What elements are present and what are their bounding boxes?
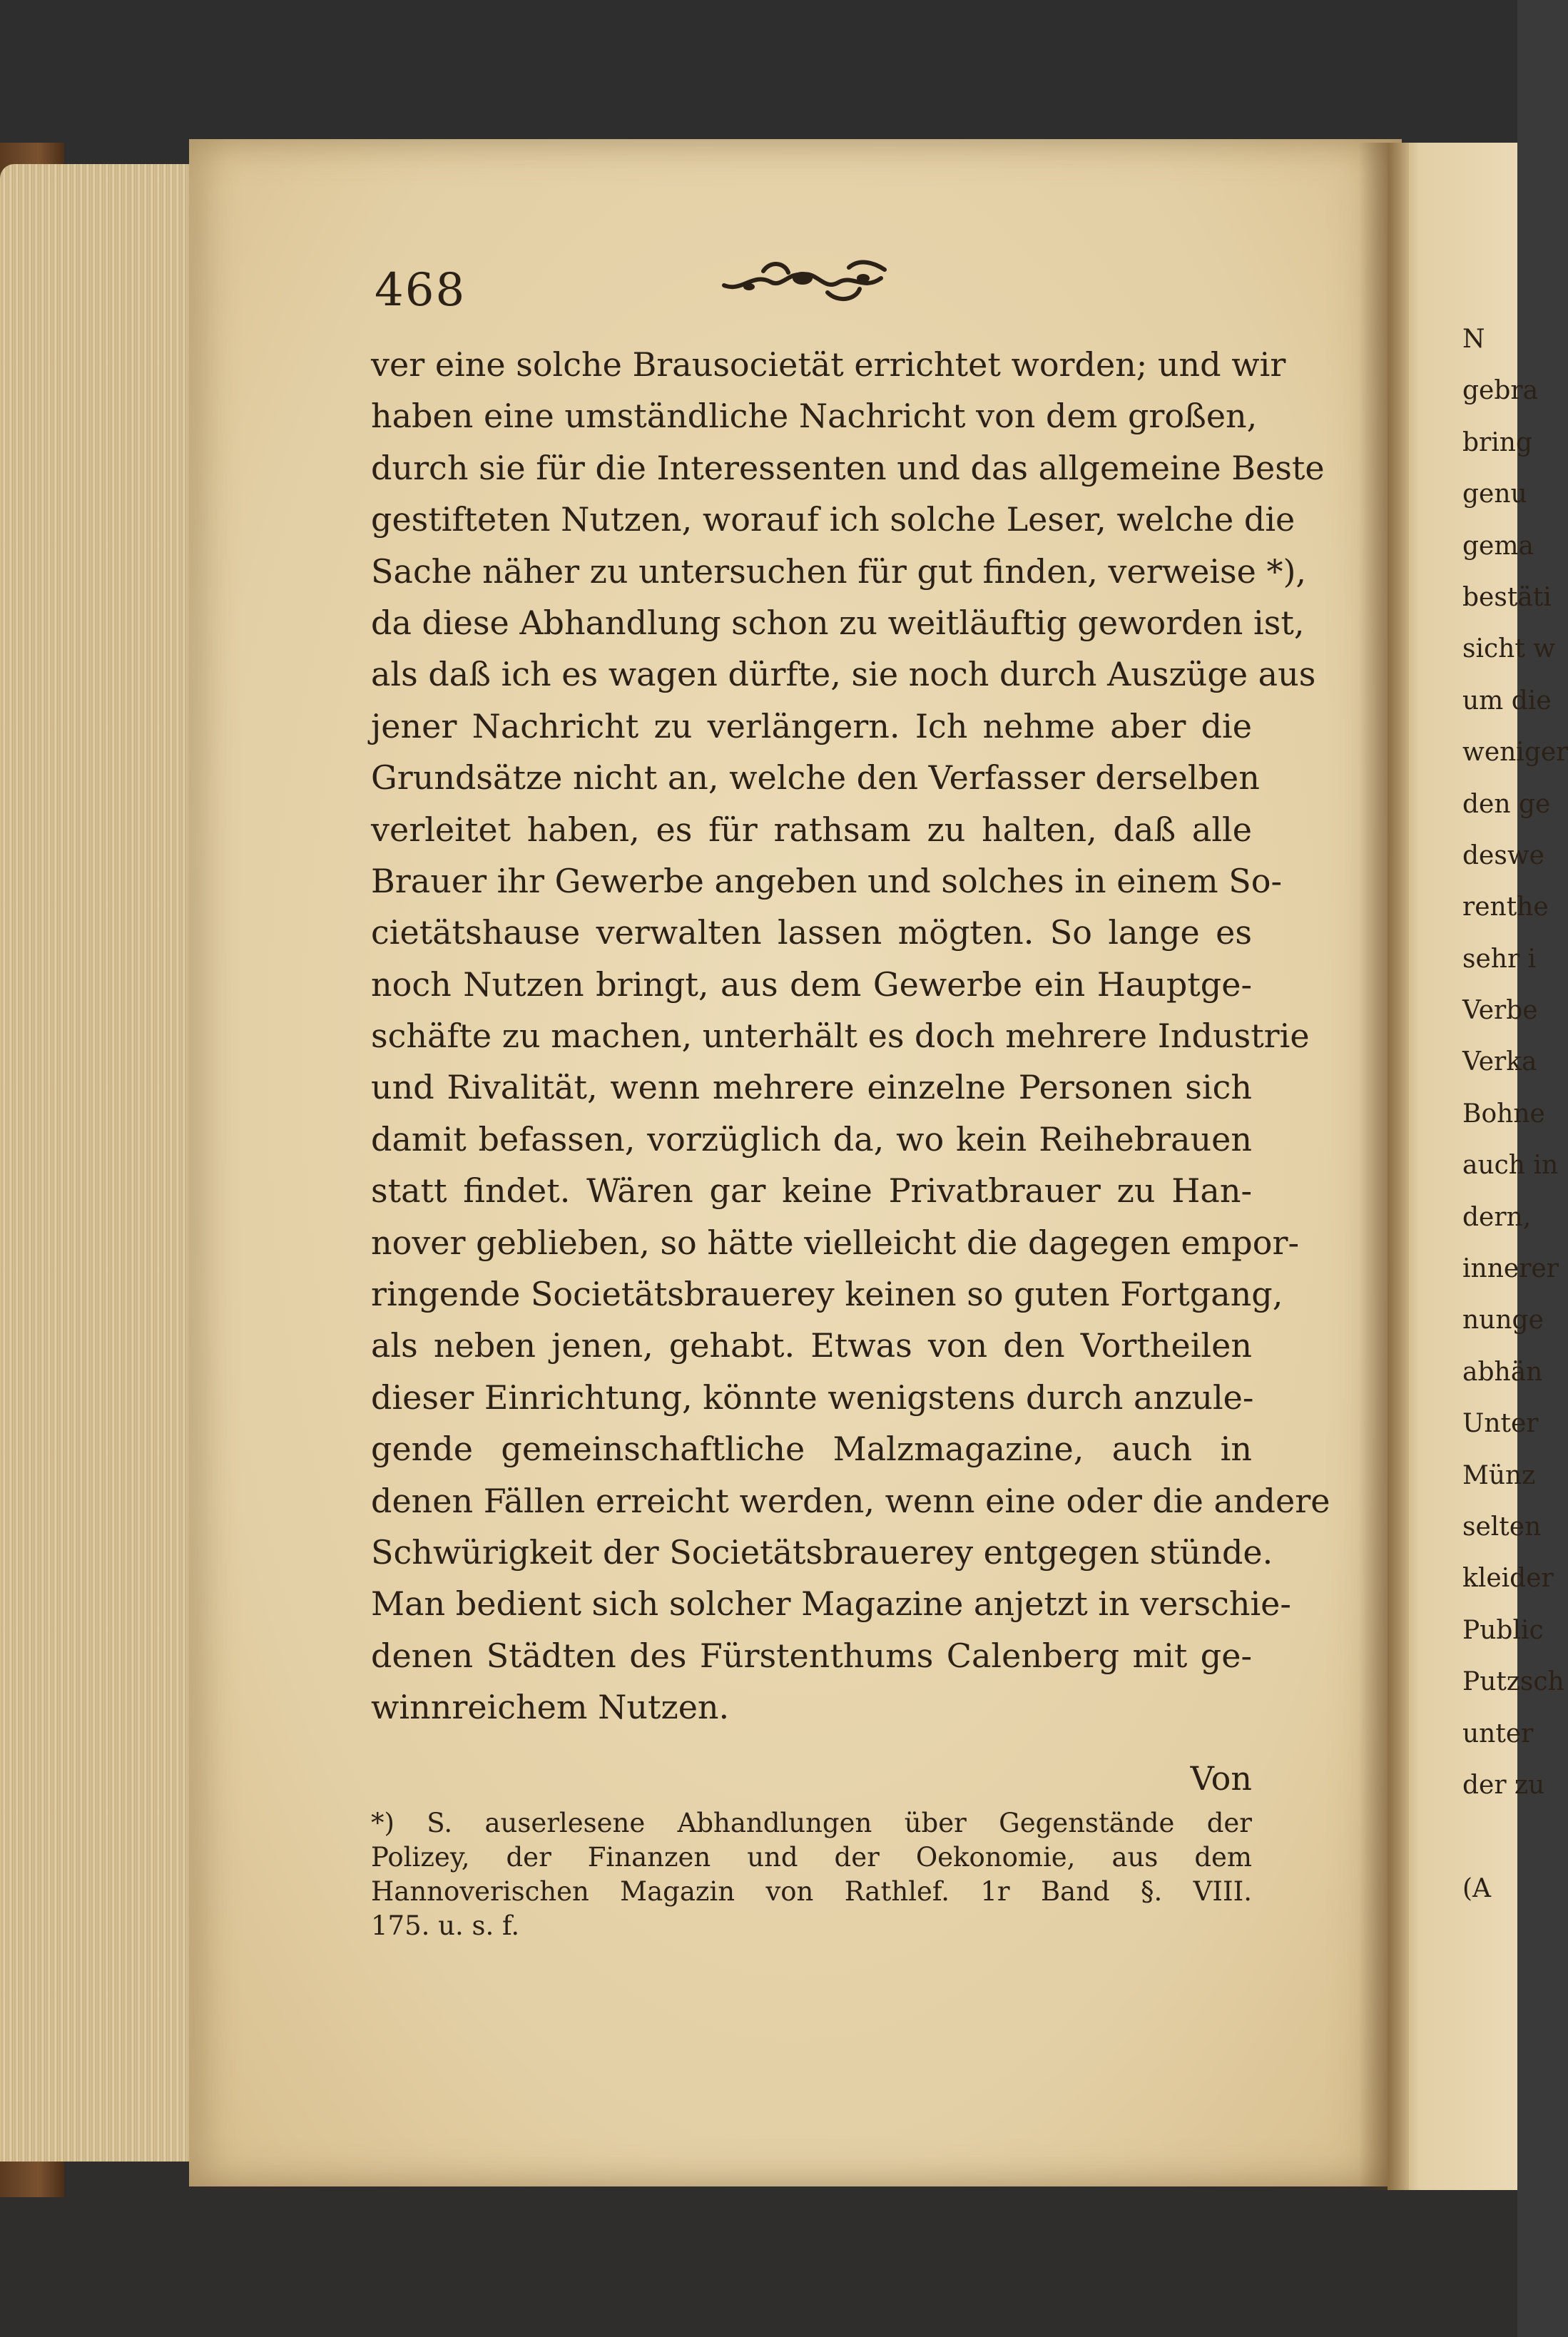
- facing-line-fragment: bestäti: [1462, 582, 1552, 612]
- facing-line-fragment: kleider: [1462, 1564, 1554, 1594]
- facing-line-fragment: selten: [1462, 1512, 1542, 1542]
- text-line: schäfte zu machen, unterhält es doch mehrere Industrie: [371, 1017, 1310, 1056]
- footnote-line: Hannoverischen Magazin von Rathlef. 1r Band §. VIII.: [371, 1876, 1252, 1907]
- text-line: Man bedient sich solcher Magazine anjetzt in verschie-: [371, 1584, 1291, 1624]
- text-line: da diese Abhandlung schon zu weitläuftig geworden ist,: [371, 603, 1305, 642]
- facing-line-fragment: Public: [1462, 1615, 1544, 1645]
- text-line: gende gemeinschaftliche Malzmagazine, auch in: [371, 1430, 1252, 1469]
- text-line: cietätshause verwalten lassen mögten. So lange es: [371, 913, 1252, 952]
- facing-line-fragment: sicht w: [1462, 634, 1556, 664]
- text-line: als daß ich es wagen dürfte, sie noch durch Auszüge aus: [371, 655, 1316, 694]
- text-line: haben eine umständliche Nachricht von dem großen,: [371, 397, 1258, 436]
- text-line: statt findet. Wären gar keine Privatbrauer zu Han-: [371, 1171, 1252, 1211]
- facing-line-fragment: um die: [1462, 686, 1552, 716]
- text-line: durch sie für die Interessenten und das allgemeine Beste: [371, 448, 1325, 487]
- facing-line-fragment: gebra: [1462, 376, 1539, 406]
- facing-line-fragment: Münz: [1462, 1460, 1536, 1490]
- facing-line-fragment: der zu: [1462, 1770, 1545, 1800]
- footnote: [371, 1806, 1252, 1943]
- text-line: jener Nachricht zu verlängern. Ich nehme aber die: [371, 706, 1252, 745]
- text-line: und Rivalität, wenn mehrere einzelne Personen sich: [371, 1068, 1252, 1107]
- facing-line-fragment: Verbe: [1462, 996, 1538, 1026]
- facing-line-fragment: genu: [1462, 479, 1527, 509]
- facing-line-fragment: Bohne: [1462, 1099, 1545, 1129]
- ornament-vignette-icon: [721, 257, 892, 307]
- facing-line-fragment: [1462, 1811, 1517, 1863]
- body-text: [371, 339, 1330, 1733]
- text-line: dieser Einrichtung, könnte wenigstens durch anzule-: [371, 1378, 1254, 1417]
- text-line: gestifteten Nutzen, worauf ich solche Leser, welche die: [371, 500, 1295, 539]
- facing-line-fragment: sehr i: [1462, 944, 1537, 974]
- facing-line-fragment: (A: [1462, 1873, 1492, 1903]
- text-line: ringende Societätsbrauerey keinen so guten Fortgang,: [371, 1275, 1283, 1314]
- text-line: verleitet haben, es für rathsam zu halten, daß alle: [371, 810, 1252, 849]
- facing-line-fragment: weniger: [1462, 738, 1568, 768]
- text-line: denen Fällen erreicht werden, wenn eine oder die andere: [371, 1481, 1330, 1520]
- text-line: damit befassen, vorzüglich da, wo kein Reihebrauen: [371, 1119, 1252, 1159]
- footnote-line: Polizey, der Finanzen und der Oekonomie, aus dem: [371, 1842, 1252, 1873]
- text-line: winnreichem Nutzen.: [371, 1688, 730, 1727]
- text-line: ver eine solche Brausocietät errichtet worden; und wir: [371, 345, 1286, 384]
- facing-line-fragment: Unter: [1462, 1409, 1539, 1439]
- facing-line-fragment: auch in: [1462, 1151, 1559, 1181]
- facing-line-fragment: dern,: [1462, 1202, 1532, 1232]
- facing-line-fragment: den ge: [1462, 789, 1551, 819]
- text-line: Sache näher zu untersuchen für gut finden, verweise *),: [371, 551, 1307, 591]
- facing-line-fragment: abhän: [1462, 1357, 1543, 1387]
- footnote-line: 175. u. s. f.: [371, 1910, 520, 1941]
- facing-line-fragment: renthe: [1462, 892, 1549, 922]
- catchword: Von: [1190, 1759, 1252, 1798]
- facing-line-fragment: bring: [1462, 427, 1532, 457]
- facing-line-fragment: innerer: [1462, 1254, 1559, 1284]
- facing-line-fragment: deswe: [1462, 840, 1544, 870]
- facing-line-fragment: nunge: [1462, 1305, 1544, 1335]
- facing-line-fragment: Putzsch: [1462, 1667, 1564, 1697]
- text-line: Schwürigkeit der Societätsbrauerey entgegen stünde.: [371, 1532, 1273, 1572]
- facing-page-text: [1462, 314, 1568, 1915]
- footnote-line: *) S. auserlesene Abhandlungen über Gegenstände der: [371, 1808, 1252, 1838]
- text-line: nover geblieben, so hätte vielleicht die dagegen empor-: [371, 1223, 1299, 1262]
- page-number: 468: [375, 264, 467, 317]
- facing-line-fragment: Verka: [1462, 1047, 1537, 1077]
- facing-line-fragment: gema: [1462, 531, 1534, 561]
- page-stack-edges: [0, 164, 200, 2162]
- facing-line-fragment: N: [1462, 325, 1485, 354]
- text-line: Brauer ihr Gewerbe angeben und solches in einem So-: [371, 861, 1283, 900]
- facing-line-fragment: unter: [1462, 1719, 1534, 1748]
- text-line: Grundsätze nicht an, welche den Verfasser derselben: [371, 758, 1260, 798]
- text-line: noch Nutzen bringt, aus dem Gewerbe ein Hauptge-: [371, 964, 1252, 1004]
- book-gutter: [1359, 143, 1409, 2190]
- text-line: denen Städten des Fürstenthums Calenberg mit ge-: [371, 1636, 1252, 1675]
- text-line: als neben jenen, gehabt. Etwas von den Vortheilen: [371, 1326, 1252, 1365]
